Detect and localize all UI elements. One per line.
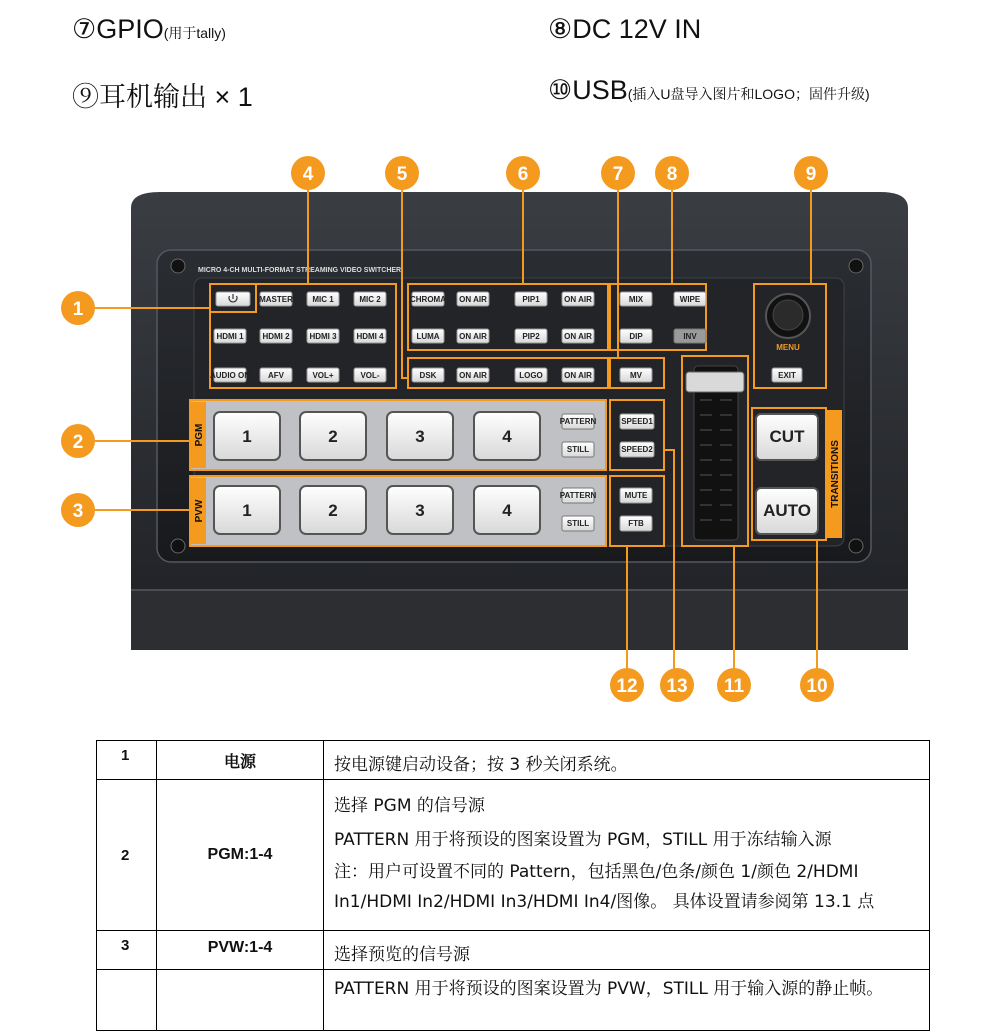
header-item-9-main: ⑨耳机输出 × 1	[72, 82, 253, 112]
pgm-source-4[interactable]	[474, 412, 540, 460]
btn-mv[interactable]	[620, 368, 652, 382]
btn-wipe-label: WIPE	[679, 295, 701, 304]
btn-pip2[interactable]	[515, 329, 547, 343]
btn-pip1-on-air[interactable]	[562, 292, 594, 306]
pvw-source-1[interactable]	[214, 486, 280, 534]
header-item-10	[548, 75, 870, 106]
btn-master[interactable]	[259, 292, 293, 306]
btn-dip[interactable]	[620, 329, 652, 343]
description-line: 选择预览的信号源	[334, 945, 470, 965]
btn-master-label: MASTER	[259, 295, 293, 304]
pgm-source-3[interactable]	[387, 412, 453, 460]
pgm-row	[190, 400, 606, 470]
btn-speed2[interactable]	[620, 442, 654, 457]
row-number: 3	[97, 931, 157, 970]
header-item-8-main: ⑧DC 12V IN	[548, 14, 702, 44]
callout-1	[61, 291, 95, 325]
callout-9	[794, 156, 828, 190]
btn-dsk-label: DSK	[419, 371, 437, 380]
pgm-source-4-label: 4	[502, 427, 512, 446]
btn-luma-on-air-label: ON AIR	[459, 332, 487, 341]
btn-mute-label: MUTE	[624, 491, 648, 500]
pgm-still-label: STILL	[566, 445, 590, 454]
btn-chroma-label: CHROMA	[410, 295, 446, 304]
screw-bottom-right	[849, 539, 863, 553]
callout-10	[800, 668, 834, 702]
row-description	[324, 741, 930, 780]
callout-13-label: 13	[666, 676, 688, 697]
pvw-source-3[interactable]	[387, 486, 453, 534]
pvw-source-4-label: 4	[502, 501, 512, 520]
callout-8	[655, 156, 689, 190]
btn-wipe[interactable]	[674, 292, 706, 306]
callout-5	[385, 156, 419, 190]
row-name: PVW:1-4	[157, 931, 324, 970]
cut-button-label: CUT	[769, 427, 805, 446]
table-row	[97, 970, 930, 1031]
btn-dip-label: DIP	[629, 332, 643, 341]
callout-7-label: 7	[612, 164, 624, 185]
power-button[interactable]	[216, 292, 250, 306]
btn-mix[interactable]	[620, 292, 652, 306]
pgm-source-1-label: 1	[242, 427, 252, 446]
btn-pip1-on-air-label: ON AIR	[564, 295, 592, 304]
btn-logo-label: LOGO	[519, 371, 543, 380]
pgm-source-1[interactable]	[214, 412, 280, 460]
callout-10-label: 10	[806, 676, 828, 697]
btn-dsk-on-air-label: ON AIR	[459, 371, 487, 380]
btn-vol-up[interactable]	[307, 368, 339, 382]
btn-chroma[interactable]	[410, 292, 446, 306]
callout-3-label: 3	[72, 501, 84, 522]
callout-2	[61, 424, 95, 458]
btn-chroma-on-air[interactable]	[457, 292, 489, 306]
device-base	[131, 590, 908, 650]
pgm-label: PGM	[194, 423, 205, 447]
spec-table	[96, 740, 930, 1031]
pvw-source-1-label: 1	[242, 501, 252, 520]
btn-hdmi4-label: HDMI 4	[356, 332, 384, 341]
btn-vol-up-label: VOL+	[312, 371, 334, 380]
header-item-9	[72, 75, 253, 114]
row-number: 2	[97, 780, 157, 931]
screw-top-left	[171, 259, 185, 273]
t-bar-handle[interactable]	[686, 372, 744, 392]
menu-knob[interactable]	[773, 300, 803, 330]
pgm-pattern-button[interactable]	[560, 414, 597, 429]
screw-top-right	[849, 259, 863, 273]
btn-mic1-label: MIC 1	[312, 295, 334, 304]
pvw-pattern-button[interactable]	[560, 488, 597, 503]
btn-mic2-label: MIC 2	[359, 295, 381, 304]
callout-2-label: 2	[72, 432, 84, 453]
btn-hdmi4[interactable]	[354, 329, 386, 343]
header-item-7-main: ⑦GPIO	[72, 14, 164, 44]
pgm-source-2[interactable]	[300, 412, 366, 460]
btn-inv-label: INV	[683, 332, 697, 341]
btn-luma-on-air[interactable]	[457, 329, 489, 343]
btn-pip1[interactable]	[515, 292, 547, 306]
header-item-8	[548, 14, 701, 45]
row-name	[157, 970, 324, 1031]
callout-4-label: 4	[302, 164, 314, 185]
screw-bottom-left	[171, 539, 185, 553]
header-item-10-note: (插入U盘导入图片和LOGO；固件升级)	[627, 86, 870, 102]
btn-speed1-label: SPEED1	[621, 417, 653, 426]
pvw-pattern-label: PATTERN	[559, 491, 597, 500]
btn-mute[interactable]	[620, 488, 652, 503]
table-row	[97, 931, 930, 970]
row-name: 电源	[157, 741, 324, 780]
row-number: 1	[97, 741, 157, 780]
cut-button[interactable]	[756, 414, 818, 460]
btn-audio-on-label: AUDIO ON	[210, 371, 250, 380]
btn-chroma-on-air-label: ON AIR	[459, 295, 487, 304]
callout-13	[660, 668, 694, 702]
btn-mv-label: MV	[630, 371, 642, 380]
callout-11	[717, 668, 751, 702]
pvw-source-2[interactable]	[300, 486, 366, 534]
description-line: 按电源键启动设备；按 3 秒关闭系统。	[334, 755, 628, 775]
header-item-7	[72, 14, 226, 45]
callout-6	[506, 156, 540, 190]
btn-logo-on-air[interactable]	[562, 368, 594, 382]
callout-11-label: 11	[723, 676, 745, 697]
pvw-source-4[interactable]	[474, 486, 540, 534]
btn-hdmi2[interactable]	[260, 329, 292, 343]
btn-mic2[interactable]	[354, 292, 386, 306]
callout-12	[610, 668, 644, 702]
callout-9-label: 9	[805, 164, 817, 185]
btn-luma-label: LUMA	[416, 332, 440, 341]
description-line: 选择 PGM 的信号源	[334, 796, 485, 816]
btn-pip1-label: PIP1	[522, 295, 540, 304]
pgm-source-3-label: 3	[415, 427, 425, 446]
pgm-still-button[interactable]	[562, 442, 594, 457]
transitions-label: TRANSITIONS	[830, 440, 841, 508]
row-description	[324, 970, 930, 1031]
row-description	[324, 780, 930, 931]
btn-pip2-on-air-label: ON AIR	[564, 332, 592, 341]
pvw-still-button[interactable]	[562, 516, 594, 531]
btn-vol-down[interactable]	[354, 368, 386, 382]
model-label: MICRO 4-CH MULTI-FORMAT STREAMING VIDEO SWITCHER	[198, 267, 402, 274]
menu-label: MENU	[776, 343, 800, 352]
btn-hdmi1-label: HDMI 1	[216, 332, 244, 341]
btn-hdmi3-label: HDMI 3	[309, 332, 337, 341]
table-row	[97, 780, 930, 931]
btn-dsk[interactable]	[412, 368, 444, 382]
callout-6-label: 6	[517, 164, 529, 185]
pgm-pattern-label: PATTERN	[559, 417, 597, 426]
row-number	[97, 970, 157, 1031]
btn-ftb[interactable]	[620, 516, 652, 531]
btn-exit-label: EXIT	[778, 371, 796, 380]
auto-button-label: AUTO	[763, 501, 811, 520]
btn-pip2-on-air[interactable]	[562, 329, 594, 343]
btn-pip2-label: PIP2	[522, 332, 540, 341]
btn-hdmi2-label: HDMI 2	[262, 332, 290, 341]
pvw-row	[190, 476, 606, 546]
pgm-source-2-label: 2	[328, 427, 338, 446]
callout-8-label: 8	[666, 164, 678, 185]
btn-exit[interactable]	[772, 368, 802, 382]
btn-hdmi3[interactable]	[307, 329, 339, 343]
btn-speed2-label: SPEED2	[621, 445, 653, 454]
btn-speed1[interactable]	[620, 414, 654, 429]
btn-luma[interactable]	[412, 329, 444, 343]
row-description	[324, 931, 930, 970]
btn-audio-on[interactable]	[210, 368, 250, 382]
callout-4	[291, 156, 325, 190]
callout-5-label: 5	[396, 164, 408, 185]
btn-logo[interactable]	[515, 368, 547, 382]
table-row	[97, 741, 930, 780]
header-item-10-main: ⑩USB	[548, 75, 628, 105]
btn-vol-down-label: VOL-	[360, 371, 380, 380]
btn-afv-label: AFV	[268, 371, 284, 380]
btn-inv[interactable]	[674, 329, 706, 343]
btn-logo-on-air-label: ON AIR	[564, 371, 592, 380]
btn-afv[interactable]	[260, 368, 292, 382]
auto-button[interactable]	[756, 488, 818, 534]
description-line: PATTERN 用于将预设的图案设置为 PVW，STILL 用于输入源的静止帧。	[334, 979, 884, 999]
row-name: PGM:1-4	[157, 780, 324, 931]
callout-3	[61, 493, 95, 527]
btn-hdmi1[interactable]	[214, 329, 246, 343]
description-line: 注：用户可设置不同的 Pattern，包括黑色/色条/颜色 1/颜色 2/HDMI In1/HDMI In2/HDMI In3/HDMI In4/图像。 具体设置请参阅第 13.1 点	[334, 862, 875, 912]
btn-dsk-on-air[interactable]	[457, 368, 489, 382]
pvw-still-label: STILL	[566, 519, 590, 528]
description-line: PATTERN 用于将预设的图案设置为 PGM，STILL 用于冻结输入源	[334, 830, 832, 850]
pvw-source-2-label: 2	[328, 501, 338, 520]
callout-12-label: 12	[616, 676, 638, 697]
btn-ftb-label: FTB	[628, 519, 644, 528]
callout-1-label: 1	[72, 299, 84, 320]
btn-mix-label: MIX	[628, 295, 644, 304]
callout-7	[601, 156, 635, 190]
device-diagram	[0, 150, 990, 710]
header-item-7-note: (用于tally)	[163, 25, 226, 41]
btn-mic1[interactable]	[307, 292, 339, 306]
pvw-source-3-label: 3	[415, 501, 425, 520]
pvw-label: PVW	[194, 499, 205, 523]
